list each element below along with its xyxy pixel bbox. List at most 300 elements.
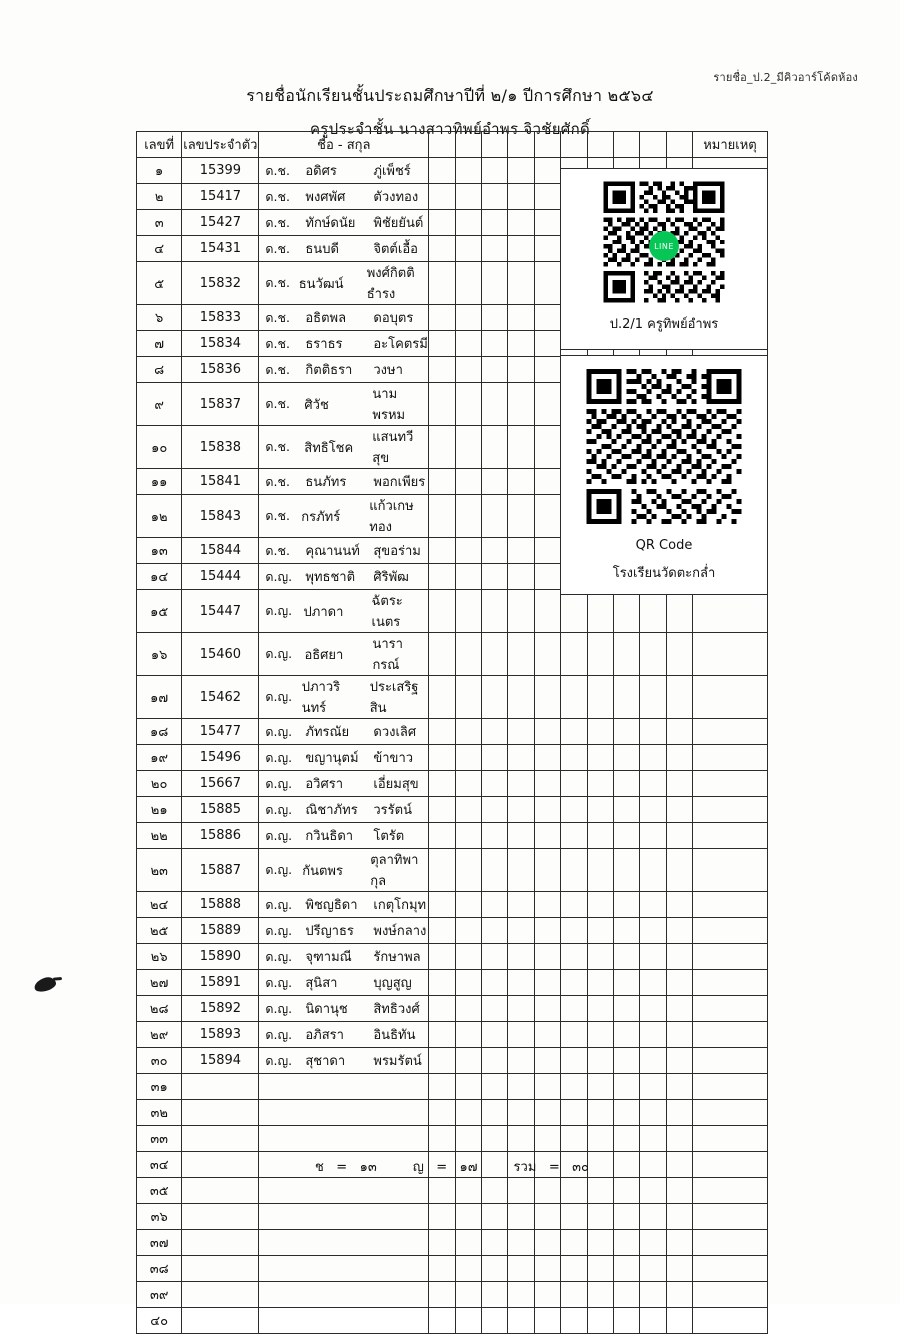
cell-blank-6[interactable] (561, 970, 587, 996)
cell-blank-4[interactable] (508, 1230, 534, 1256)
cell-blank-4[interactable] (508, 590, 534, 633)
cell-blank-6[interactable] (561, 1230, 587, 1256)
cell-blank-1[interactable] (429, 1100, 455, 1126)
cell-blank-1[interactable] (429, 970, 455, 996)
cell-remark[interactable] (693, 633, 768, 676)
cell-remark[interactable] (693, 1204, 768, 1230)
cell-blank-4[interactable] (508, 426, 534, 469)
cell-blank-4[interactable] (508, 771, 534, 797)
cell-remark[interactable] (693, 849, 768, 892)
cell-blank-1[interactable] (429, 1230, 455, 1256)
cell-blank-2[interactable] (455, 849, 481, 892)
cell-blank-5[interactable] (534, 1204, 560, 1230)
cell-blank-3[interactable] (482, 158, 508, 184)
cell-blank-4[interactable] (508, 633, 534, 676)
cell-remark[interactable] (693, 1126, 768, 1152)
cell-remark[interactable] (693, 970, 768, 996)
cell-blank-3[interactable] (482, 383, 508, 426)
cell-blank-9[interactable] (640, 823, 666, 849)
cell-blank-8[interactable] (613, 944, 639, 970)
cell-blank-1[interactable] (429, 1178, 455, 1204)
cell-blank-3[interactable] (482, 538, 508, 564)
cell-blank-2[interactable] (455, 210, 481, 236)
cell-blank-2[interactable] (455, 305, 481, 331)
cell-blank-8[interactable] (613, 892, 639, 918)
cell-blank-4[interactable] (508, 331, 534, 357)
cell-blank-10[interactable] (666, 823, 692, 849)
cell-blank-9[interactable] (640, 944, 666, 970)
cell-blank-9[interactable] (640, 590, 666, 633)
cell-blank-1[interactable] (429, 538, 455, 564)
cell-blank-8[interactable] (613, 590, 639, 633)
cell-blank-7[interactable] (587, 996, 613, 1022)
cell-blank-9[interactable] (640, 1048, 666, 1074)
cell-blank-1[interactable] (429, 944, 455, 970)
cell-blank-4[interactable] (508, 1074, 534, 1100)
cell-remark[interactable] (693, 590, 768, 633)
cell-blank-6[interactable] (561, 1074, 587, 1100)
cell-blank-5[interactable] (534, 590, 560, 633)
cell-blank-1[interactable] (429, 469, 455, 495)
cell-blank-3[interactable] (482, 1256, 508, 1282)
cell-blank-4[interactable] (508, 469, 534, 495)
cell-blank-2[interactable] (455, 262, 481, 305)
cell-remark[interactable] (693, 918, 768, 944)
cell-blank-4[interactable] (508, 1100, 534, 1126)
cell-blank-1[interactable] (429, 719, 455, 745)
cell-blank-10[interactable] (666, 1022, 692, 1048)
cell-blank-7[interactable] (587, 1074, 613, 1100)
cell-blank-2[interactable] (455, 1048, 481, 1074)
cell-blank-8[interactable] (613, 771, 639, 797)
cell-blank-4[interactable] (508, 918, 534, 944)
cell-blank-10[interactable] (666, 590, 692, 633)
cell-blank-3[interactable] (482, 970, 508, 996)
cell-blank-10[interactable] (666, 918, 692, 944)
cell-blank-8[interactable] (613, 1048, 639, 1074)
cell-blank-2[interactable] (455, 892, 481, 918)
cell-blank-4[interactable] (508, 262, 534, 305)
cell-blank-1[interactable] (429, 564, 455, 590)
cell-blank-3[interactable] (482, 918, 508, 944)
cell-blank-10[interactable] (666, 1230, 692, 1256)
cell-blank-1[interactable] (429, 305, 455, 331)
cell-blank-3[interactable] (482, 633, 508, 676)
cell-blank-4[interactable] (508, 970, 534, 996)
cell-remark[interactable] (693, 1022, 768, 1048)
cell-blank-5[interactable] (534, 538, 560, 564)
cell-blank-2[interactable] (455, 676, 481, 719)
cell-blank-6[interactable] (561, 944, 587, 970)
cell-blank-1[interactable] (429, 357, 455, 383)
cell-blank-4[interactable] (508, 184, 534, 210)
cell-remark[interactable] (693, 944, 768, 970)
cell-blank-1[interactable] (429, 1022, 455, 1048)
cell-blank-6[interactable] (561, 1048, 587, 1074)
cell-blank-9[interactable] (640, 1230, 666, 1256)
cell-blank-4[interactable] (508, 495, 534, 538)
cell-blank-5[interactable] (534, 849, 560, 892)
cell-blank-9[interactable] (640, 676, 666, 719)
cell-blank-5[interactable] (534, 469, 560, 495)
cell-blank-10[interactable] (666, 970, 692, 996)
cell-blank-7[interactable] (587, 1022, 613, 1048)
cell-blank-7[interactable] (587, 918, 613, 944)
cell-blank-2[interactable] (455, 158, 481, 184)
cell-blank-7[interactable] (587, 1126, 613, 1152)
cell-blank-1[interactable] (429, 823, 455, 849)
cell-blank-10[interactable] (666, 1074, 692, 1100)
cell-blank-3[interactable] (482, 849, 508, 892)
cell-blank-9[interactable] (640, 1308, 666, 1334)
cell-blank-6[interactable] (561, 996, 587, 1022)
cell-blank-9[interactable] (640, 1126, 666, 1152)
cell-blank-10[interactable] (666, 1204, 692, 1230)
cell-blank-7[interactable] (587, 1178, 613, 1204)
cell-remark[interactable] (693, 892, 768, 918)
cell-blank-9[interactable] (640, 797, 666, 823)
cell-blank-8[interactable] (613, 1022, 639, 1048)
cell-remark[interactable] (693, 771, 768, 797)
cell-blank-3[interactable] (482, 823, 508, 849)
cell-blank-5[interactable] (534, 184, 560, 210)
cell-blank-2[interactable] (455, 538, 481, 564)
cell-blank-8[interactable] (613, 719, 639, 745)
cell-blank-2[interactable] (455, 719, 481, 745)
cell-blank-9[interactable] (640, 918, 666, 944)
cell-blank-3[interactable] (482, 426, 508, 469)
cell-blank-4[interactable] (508, 1126, 534, 1152)
cell-blank-4[interactable] (508, 1256, 534, 1282)
cell-blank-1[interactable] (429, 797, 455, 823)
cell-blank-3[interactable] (482, 331, 508, 357)
cell-blank-10[interactable] (666, 771, 692, 797)
cell-blank-1[interactable] (429, 1204, 455, 1230)
cell-blank-7[interactable] (587, 1308, 613, 1334)
cell-blank-2[interactable] (455, 564, 481, 590)
cell-blank-10[interactable] (666, 633, 692, 676)
cell-blank-9[interactable] (640, 970, 666, 996)
cell-blank-1[interactable] (429, 158, 455, 184)
cell-blank-5[interactable] (534, 236, 560, 262)
cell-blank-10[interactable] (666, 1126, 692, 1152)
cell-blank-2[interactable] (455, 495, 481, 538)
cell-blank-7[interactable] (587, 676, 613, 719)
cell-blank-6[interactable] (561, 590, 587, 633)
cell-blank-4[interactable] (508, 236, 534, 262)
cell-blank-3[interactable] (482, 262, 508, 305)
cell-remark[interactable] (693, 797, 768, 823)
cell-blank-3[interactable] (482, 771, 508, 797)
cell-blank-8[interactable] (613, 970, 639, 996)
cell-blank-5[interactable] (534, 210, 560, 236)
cell-blank-3[interactable] (482, 797, 508, 823)
cell-blank-7[interactable] (587, 823, 613, 849)
cell-blank-4[interactable] (508, 996, 534, 1022)
cell-blank-10[interactable] (666, 719, 692, 745)
cell-blank-4[interactable] (508, 745, 534, 771)
cell-blank-2[interactable] (455, 823, 481, 849)
cell-blank-4[interactable] (508, 676, 534, 719)
cell-blank-8[interactable] (613, 1100, 639, 1126)
cell-blank-5[interactable] (534, 745, 560, 771)
cell-remark[interactable] (693, 1230, 768, 1256)
cell-blank-6[interactable] (561, 1126, 587, 1152)
cell-blank-7[interactable] (587, 719, 613, 745)
cell-blank-9[interactable] (640, 1256, 666, 1282)
cell-blank-10[interactable] (666, 996, 692, 1022)
cell-blank-7[interactable] (587, 944, 613, 970)
cell-blank-3[interactable] (482, 236, 508, 262)
cell-blank-2[interactable] (455, 184, 481, 210)
cell-blank-10[interactable] (666, 892, 692, 918)
cell-blank-2[interactable] (455, 918, 481, 944)
cell-blank-10[interactable] (666, 745, 692, 771)
cell-blank-4[interactable] (508, 823, 534, 849)
cell-blank-4[interactable] (508, 1178, 534, 1204)
cell-blank-9[interactable] (640, 996, 666, 1022)
cell-blank-5[interactable] (534, 158, 560, 184)
cell-blank-8[interactable] (613, 797, 639, 823)
cell-blank-5[interactable] (534, 1308, 560, 1334)
cell-blank-10[interactable] (666, 944, 692, 970)
cell-blank-9[interactable] (640, 633, 666, 676)
cell-blank-5[interactable] (534, 944, 560, 970)
cell-blank-5[interactable] (534, 797, 560, 823)
cell-blank-5[interactable] (534, 823, 560, 849)
cell-blank-7[interactable] (587, 1230, 613, 1256)
cell-blank-5[interactable] (534, 1126, 560, 1152)
cell-blank-8[interactable] (613, 823, 639, 849)
cell-blank-5[interactable] (534, 771, 560, 797)
cell-blank-4[interactable] (508, 892, 534, 918)
cell-blank-1[interactable] (429, 1126, 455, 1152)
cell-blank-3[interactable] (482, 564, 508, 590)
cell-blank-3[interactable] (482, 892, 508, 918)
cell-blank-7[interactable] (587, 1100, 613, 1126)
cell-blank-7[interactable] (587, 1256, 613, 1282)
cell-blank-2[interactable] (455, 357, 481, 383)
cell-blank-4[interactable] (508, 210, 534, 236)
cell-blank-2[interactable] (455, 944, 481, 970)
cell-blank-2[interactable] (455, 383, 481, 426)
cell-blank-8[interactable] (613, 1204, 639, 1230)
cell-blank-5[interactable] (534, 495, 560, 538)
cell-blank-5[interactable] (534, 1256, 560, 1282)
cell-blank-8[interactable] (613, 849, 639, 892)
cell-blank-2[interactable] (455, 236, 481, 262)
cell-blank-3[interactable] (482, 1022, 508, 1048)
cell-blank-6[interactable] (561, 771, 587, 797)
cell-blank-3[interactable] (482, 944, 508, 970)
cell-blank-8[interactable] (613, 996, 639, 1022)
cell-blank-8[interactable] (613, 918, 639, 944)
cell-blank-5[interactable] (534, 1048, 560, 1074)
cell-remark[interactable] (693, 1308, 768, 1334)
cell-blank-4[interactable] (508, 383, 534, 426)
cell-blank-10[interactable] (666, 1048, 692, 1074)
cell-blank-7[interactable] (587, 1048, 613, 1074)
cell-blank-10[interactable] (666, 797, 692, 823)
cell-blank-6[interactable] (561, 823, 587, 849)
cell-blank-1[interactable] (429, 184, 455, 210)
cell-blank-9[interactable] (640, 745, 666, 771)
cell-blank-5[interactable] (534, 633, 560, 676)
cell-blank-5[interactable] (534, 564, 560, 590)
cell-blank-7[interactable] (587, 590, 613, 633)
cell-blank-1[interactable] (429, 1308, 455, 1334)
cell-blank-3[interactable] (482, 1204, 508, 1230)
cell-blank-3[interactable] (482, 590, 508, 633)
cell-blank-3[interactable] (482, 1308, 508, 1334)
cell-blank-3[interactable] (482, 1048, 508, 1074)
cell-blank-3[interactable] (482, 357, 508, 383)
cell-blank-4[interactable] (508, 564, 534, 590)
cell-remark[interactable] (693, 1100, 768, 1126)
cell-blank-5[interactable] (534, 1178, 560, 1204)
cell-blank-1[interactable] (429, 331, 455, 357)
cell-blank-9[interactable] (640, 1204, 666, 1230)
cell-blank-1[interactable] (429, 210, 455, 236)
cell-remark[interactable] (693, 676, 768, 719)
cell-blank-2[interactable] (455, 1178, 481, 1204)
cell-blank-1[interactable] (429, 262, 455, 305)
cell-blank-3[interactable] (482, 305, 508, 331)
cell-blank-1[interactable] (429, 1048, 455, 1074)
cell-blank-3[interactable] (482, 676, 508, 719)
cell-remark[interactable] (693, 1256, 768, 1282)
cell-blank-10[interactable] (666, 849, 692, 892)
cell-blank-8[interactable] (613, 1178, 639, 1204)
cell-blank-2[interactable] (455, 469, 481, 495)
cell-blank-8[interactable] (613, 1126, 639, 1152)
cell-blank-5[interactable] (534, 996, 560, 1022)
cell-blank-2[interactable] (455, 1022, 481, 1048)
cell-remark[interactable] (693, 745, 768, 771)
cell-blank-6[interactable] (561, 633, 587, 676)
cell-blank-10[interactable] (666, 1100, 692, 1126)
cell-blank-8[interactable] (613, 745, 639, 771)
cell-blank-7[interactable] (587, 797, 613, 823)
cell-blank-6[interactable] (561, 918, 587, 944)
cell-blank-7[interactable] (587, 1204, 613, 1230)
cell-blank-5[interactable] (534, 1022, 560, 1048)
cell-blank-9[interactable] (640, 719, 666, 745)
cell-blank-9[interactable] (640, 771, 666, 797)
cell-blank-9[interactable] (640, 1074, 666, 1100)
cell-blank-2[interactable] (455, 970, 481, 996)
cell-blank-10[interactable] (666, 1256, 692, 1282)
cell-blank-5[interactable] (534, 970, 560, 996)
cell-blank-1[interactable] (429, 745, 455, 771)
cell-blank-5[interactable] (534, 262, 560, 305)
cell-blank-3[interactable] (482, 1126, 508, 1152)
cell-blank-3[interactable] (482, 1074, 508, 1100)
cell-blank-2[interactable] (455, 426, 481, 469)
cell-blank-1[interactable] (429, 383, 455, 426)
cell-blank-6[interactable] (561, 745, 587, 771)
cell-blank-3[interactable] (482, 184, 508, 210)
cell-blank-1[interactable] (429, 426, 455, 469)
cell-blank-2[interactable] (455, 1074, 481, 1100)
cell-blank-7[interactable] (587, 849, 613, 892)
cell-blank-3[interactable] (482, 745, 508, 771)
cell-blank-6[interactable] (561, 676, 587, 719)
cell-blank-4[interactable] (508, 538, 534, 564)
cell-blank-6[interactable] (561, 1100, 587, 1126)
cell-blank-5[interactable] (534, 918, 560, 944)
cell-blank-6[interactable] (561, 892, 587, 918)
cell-blank-8[interactable] (613, 1074, 639, 1100)
cell-blank-1[interactable] (429, 771, 455, 797)
cell-blank-5[interactable] (534, 1074, 560, 1100)
cell-blank-3[interactable] (482, 210, 508, 236)
cell-remark[interactable] (693, 1048, 768, 1074)
cell-blank-2[interactable] (455, 590, 481, 633)
cell-blank-2[interactable] (455, 745, 481, 771)
cell-blank-2[interactable] (455, 1256, 481, 1282)
cell-blank-1[interactable] (429, 1074, 455, 1100)
cell-blank-7[interactable] (587, 892, 613, 918)
cell-blank-8[interactable] (613, 676, 639, 719)
cell-blank-3[interactable] (482, 1178, 508, 1204)
cell-blank-3[interactable] (482, 996, 508, 1022)
cell-blank-4[interactable] (508, 305, 534, 331)
cell-blank-2[interactable] (455, 1308, 481, 1334)
cell-blank-6[interactable] (561, 1256, 587, 1282)
cell-blank-2[interactable] (455, 1204, 481, 1230)
cell-blank-2[interactable] (455, 331, 481, 357)
cell-blank-3[interactable] (482, 495, 508, 538)
cell-blank-1[interactable] (429, 996, 455, 1022)
cell-blank-5[interactable] (534, 676, 560, 719)
cell-blank-3[interactable] (482, 1100, 508, 1126)
cell-blank-2[interactable] (455, 771, 481, 797)
cell-blank-8[interactable] (613, 1230, 639, 1256)
cell-blank-5[interactable] (534, 892, 560, 918)
cell-blank-3[interactable] (482, 719, 508, 745)
cell-blank-9[interactable] (640, 892, 666, 918)
cell-remark[interactable] (693, 719, 768, 745)
cell-blank-5[interactable] (534, 719, 560, 745)
cell-blank-2[interactable] (455, 1230, 481, 1256)
cell-blank-5[interactable] (534, 383, 560, 426)
cell-blank-1[interactable] (429, 892, 455, 918)
cell-blank-6[interactable] (561, 1178, 587, 1204)
cell-blank-2[interactable] (455, 1126, 481, 1152)
cell-blank-2[interactable] (455, 996, 481, 1022)
cell-blank-4[interactable] (508, 849, 534, 892)
cell-blank-7[interactable] (587, 771, 613, 797)
cell-blank-7[interactable] (587, 633, 613, 676)
cell-remark[interactable] (693, 823, 768, 849)
cell-blank-7[interactable] (587, 745, 613, 771)
cell-blank-8[interactable] (613, 1256, 639, 1282)
cell-blank-1[interactable] (429, 918, 455, 944)
cell-blank-2[interactable] (455, 1100, 481, 1126)
cell-blank-3[interactable] (482, 469, 508, 495)
cell-blank-9[interactable] (640, 849, 666, 892)
cell-blank-2[interactable] (455, 797, 481, 823)
cell-blank-6[interactable] (561, 1204, 587, 1230)
cell-blank-1[interactable] (429, 633, 455, 676)
cell-blank-1[interactable] (429, 495, 455, 538)
cell-blank-7[interactable] (587, 970, 613, 996)
cell-remark[interactable] (693, 1178, 768, 1204)
cell-blank-6[interactable] (561, 1308, 587, 1334)
cell-blank-5[interactable] (534, 1100, 560, 1126)
cell-blank-1[interactable] (429, 236, 455, 262)
